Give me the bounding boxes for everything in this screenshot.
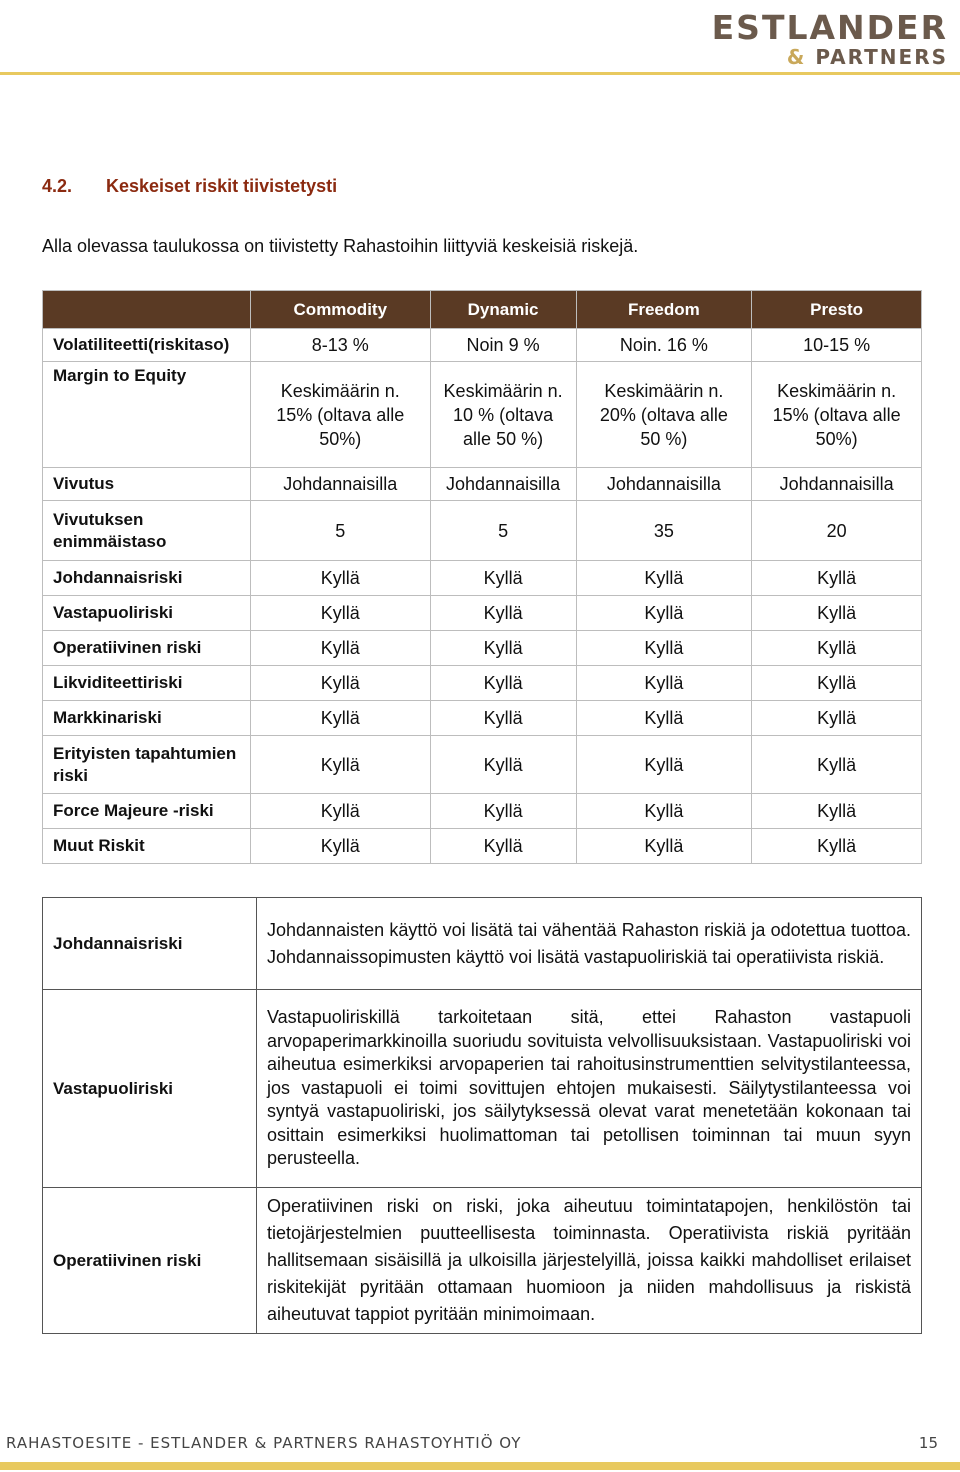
footer-rule (0, 1462, 960, 1470)
definition-row (43, 1188, 922, 1334)
row-label: Vivutuksen enimmäistaso (43, 501, 251, 561)
table-cell: Kyllä (430, 596, 576, 631)
table-cell: Kyllä (430, 561, 576, 596)
definition-row (43, 898, 922, 990)
risk-definitions-table (42, 897, 922, 1334)
section-title: Keskeiset riskit tiivistetysti (106, 176, 338, 196)
header-cell-commodity: Commodity (250, 291, 430, 329)
table-cell: 20 (752, 501, 922, 561)
table-cell: Noin 9 % (430, 329, 576, 362)
definition-term: Operatiivinen riski (43, 1188, 257, 1334)
table-cell: Kyllä (430, 666, 576, 701)
table-row (43, 829, 922, 864)
logo-subline: & PARTNERS (786, 45, 948, 69)
table-row (43, 468, 922, 501)
table-cell: Johdannaisilla (250, 468, 430, 501)
table-row (43, 736, 922, 794)
table-cell: Kyllä (752, 736, 922, 794)
table-cell: Kyllä (576, 829, 752, 864)
risk-summary-table (42, 290, 922, 864)
table-cell: Keskimäärin n. 15% (oltava alle 50%) (752, 362, 922, 468)
definition-text: Operatiivinen riski on riski, joka aiheutuu toimintatapojen, henkilöstön tai tietojärjestelmien puutteellisesta toiminnasta. Operatiivista riskiä pyritään hallitsemaan sisäisillä ja ulkoisilla järjestelyillä, joissa kaikki mahdolliset erilaiset riskitekijät pyritään ottamaan huomioon ja niiden mahdollisuus ja riskistä aiheutuvat tappiot pyritään minimoimaan. (257, 1188, 922, 1334)
row-label: Margin to Equity (43, 362, 251, 468)
table-cell: Kyllä (250, 596, 430, 631)
definition-text: Vastapuoliriskillä tarkoitetaan sitä, ettei Rahaston vastapuoli arvopaperimarkkinoilla suoriudu sovituista velvollisuuksistaan. Vastapuoliriski voi aiheutua esimerkiksi arvopaperien tai rahoitusinstrumenttien selvitystilanteessa, jos vastapuoli ei toimi sovittujen ehtojen mukaisesti. Säilytystilanteessa voi syntyä vastapuoliriski, jos säilytyksessä olevat varat menetetään kokonaan tai osittain esimerkiksi huolimattoman tai petollisen toiminnan tai muun syyn perusteella. (257, 990, 922, 1188)
row-label: Force Majeure -riski (43, 794, 251, 829)
table-cell: Kyllä (576, 666, 752, 701)
row-label: Volatiliteetti(riskitaso) (43, 329, 251, 362)
table-cell: Keskimäärin n. 15% (oltava alle 50%) (250, 362, 430, 468)
header-cell-presto: Presto (752, 291, 922, 329)
definition-text: Johdannaisten käyttö voi lisätä tai vähentää Rahaston riskiä ja odotettua tuottoa. Johdannaissopimusten käyttö voi lisätä vastapuoliriskiä tai operatiivista riskiä. (257, 898, 922, 990)
table-cell: Kyllä (576, 736, 752, 794)
table-cell: Johdannaisilla (430, 468, 576, 501)
logo-wordmark: ESTLANDER (711, 8, 948, 47)
table-cell: 5 (430, 501, 576, 561)
table-cell: Kyllä (752, 829, 922, 864)
header-rule (0, 72, 960, 75)
table-row (43, 561, 922, 596)
row-label: Vastapuoliriski (43, 596, 251, 631)
table-cell: Kyllä (752, 561, 922, 596)
section-number: 4.2. (42, 176, 73, 196)
row-label: Markkinariski (43, 701, 251, 736)
header-cell-freedom: Freedom (576, 291, 752, 329)
table-cell: Kyllä (576, 701, 752, 736)
table-cell: Kyllä (250, 736, 430, 794)
table-cell: Kyllä (576, 794, 752, 829)
table-cell: 5 (250, 501, 430, 561)
table-cell: Kyllä (250, 829, 430, 864)
row-label: Likviditeettiriski (43, 666, 251, 701)
row-label: Erityisten tapahtumien riski (43, 736, 251, 794)
header-cell-empty (43, 291, 251, 329)
definition-row (43, 990, 922, 1188)
table-cell: Kyllä (430, 736, 576, 794)
table-row (43, 329, 922, 362)
table-cell: Keskimäärin n. 20% (oltava alle 50 %) (576, 362, 752, 468)
table-cell: Kyllä (250, 666, 430, 701)
table-cell: Kyllä (576, 561, 752, 596)
section-heading (42, 176, 337, 197)
table-cell: Kyllä (250, 794, 430, 829)
table-cell: Kyllä (430, 631, 576, 666)
row-label: Operatiivinen riski (43, 631, 251, 666)
table-row (43, 666, 922, 701)
definition-term: Johdannaisriski (43, 898, 257, 990)
table-row (43, 631, 922, 666)
table-cell: Kyllä (576, 631, 752, 666)
table-header-row (43, 291, 922, 329)
table-cell: Kyllä (752, 701, 922, 736)
row-label: Johdannaisriski (43, 561, 251, 596)
table-cell: 10-15 % (752, 329, 922, 362)
table-cell: Kyllä (250, 561, 430, 596)
table-cell: Keskimäärin n. 10 % (oltava alle 50 %) (430, 362, 576, 468)
table-row (43, 501, 922, 561)
table-cell: Kyllä (752, 631, 922, 666)
table-cell: Noin. 16 % (576, 329, 752, 362)
table-cell: Kyllä (430, 701, 576, 736)
table-row (43, 362, 922, 468)
table-cell: Kyllä (752, 596, 922, 631)
table-row (43, 701, 922, 736)
company-logo (712, 10, 948, 68)
table-cell: Kyllä (430, 829, 576, 864)
table-cell: Kyllä (752, 666, 922, 701)
table-cell: Johdannaisilla (752, 468, 922, 501)
page-number: 15 (918, 1434, 938, 1452)
footer-title: RAHASTOESITE - ESTLANDER & PARTNERS RAHASTOYHTIÖ OY (6, 1434, 522, 1452)
table-cell: Kyllä (250, 701, 430, 736)
header-cell-dynamic: Dynamic (430, 291, 576, 329)
table-row (43, 794, 922, 829)
table-cell: Kyllä (430, 794, 576, 829)
row-label: Vivutus (43, 468, 251, 501)
table-cell: 35 (576, 501, 752, 561)
table-cell: Kyllä (752, 794, 922, 829)
table-cell: Johdannaisilla (576, 468, 752, 501)
table-cell: 8-13 % (250, 329, 430, 362)
table-cell: Kyllä (250, 631, 430, 666)
intro-text: Alla olevassa taulukossa on tiivistetty Rahastoihin liittyviä keskeisiä riskejä. (42, 236, 639, 256)
table-row (43, 596, 922, 631)
table-cell: Kyllä (576, 596, 752, 631)
row-label: Muut Riskit (43, 829, 251, 864)
definition-term: Vastapuoliriski (43, 990, 257, 1188)
